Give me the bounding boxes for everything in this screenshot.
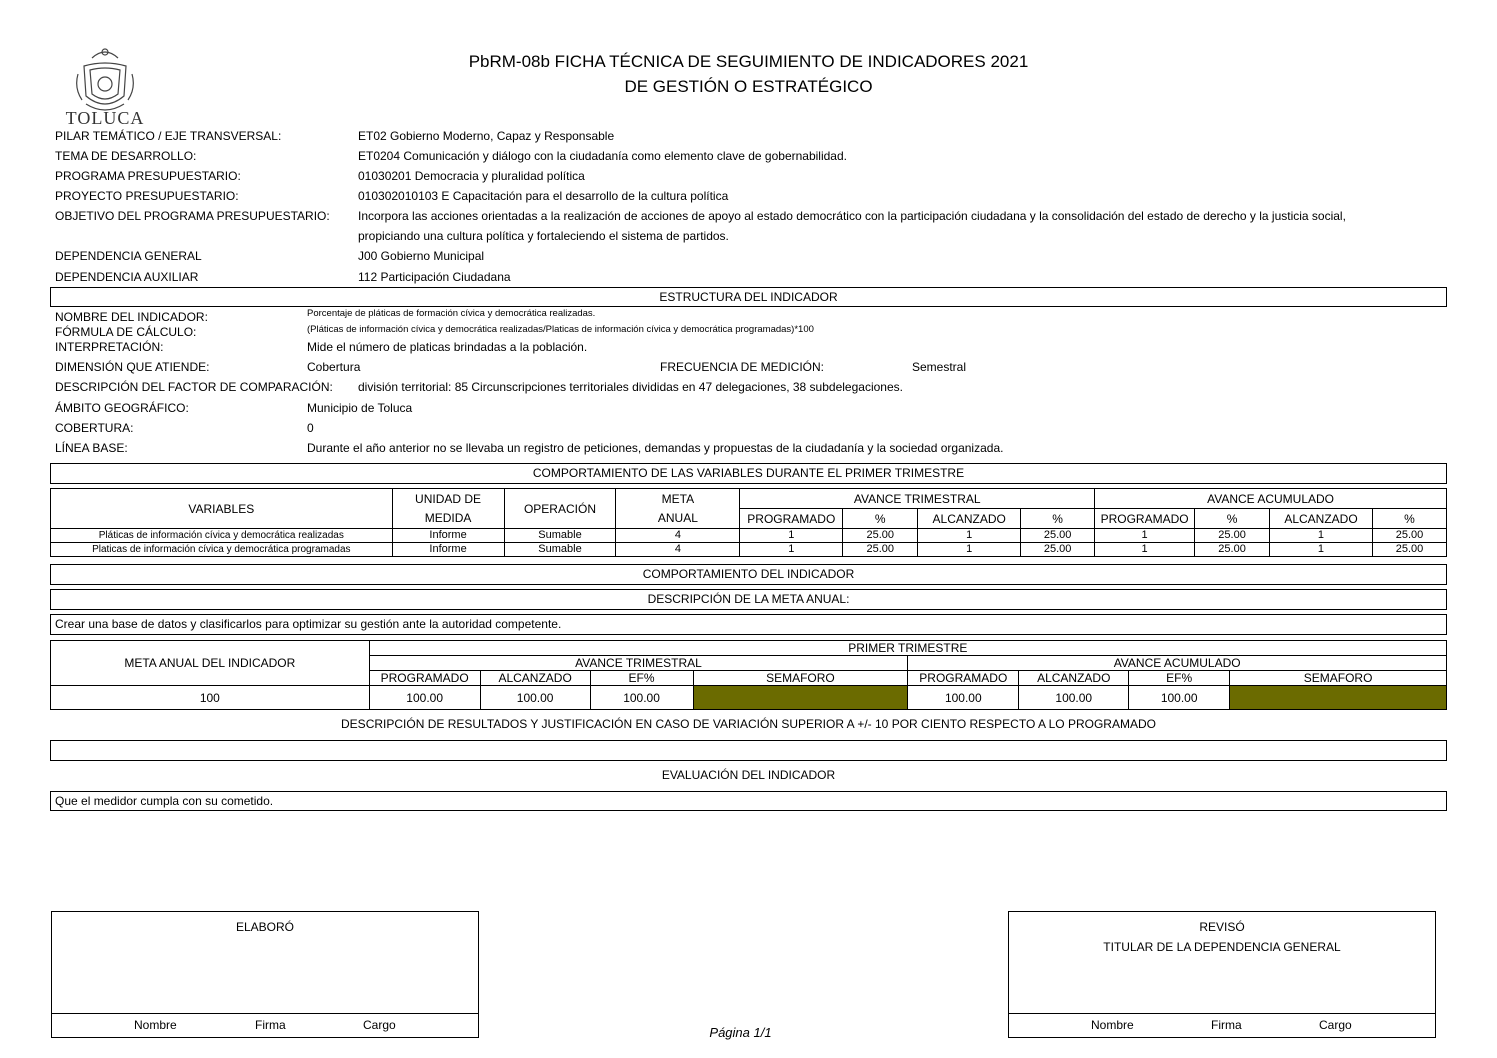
var-t-alc-pct: 25.00 xyxy=(1021,529,1095,543)
elaboro-firma: Firma xyxy=(255,1018,286,1032)
table-row xyxy=(51,686,1447,710)
meta-anual-heading: DESCRIPCIÓN DE LA META ANUAL: xyxy=(50,589,1447,610)
semaforo-trimestral-indicator xyxy=(693,686,908,710)
page-subtitle: DE GESTIÓN O ESTRATÉGICO xyxy=(624,77,873,96)
var-a-alc-pct: 25.00 xyxy=(1372,529,1446,543)
var-a-prog: 1 xyxy=(1095,543,1195,557)
pilar-value: ET02 Gobierno Moderno, Capaz y Responsable xyxy=(358,129,615,143)
h-acum-alc-pct: % xyxy=(1372,509,1446,529)
h-trim-prog-pct: % xyxy=(843,509,918,529)
pilar-label: PILAR TEMÁTICO / EJE TRANSVERSAL: xyxy=(55,129,282,143)
meta-table xyxy=(50,640,1447,710)
frecuencia-label: FRECUENCIA DE MEDICIÓN: xyxy=(660,360,825,374)
meta-anual-text: Crear una base de datos y clasificarlos para optimizar su gestión ante la autoridad competente. xyxy=(50,614,1447,635)
elaboro-label: ELABORÓ xyxy=(235,920,295,934)
h-variables: VARIABLES xyxy=(51,489,393,529)
h-meta-anual-indicador: META ANUAL DEL INDICADOR xyxy=(51,641,370,686)
elaboro-cargo: Cargo xyxy=(363,1018,396,1032)
reviso-nombre: Nombre xyxy=(1091,1018,1134,1032)
h-operacion: OPERACIÓN xyxy=(504,489,616,529)
mt-t-prog: 100.00 xyxy=(369,686,480,710)
dimension-value: Cobertura xyxy=(307,360,361,374)
nombre-value: Porcentaje de pláticas de formación cívica y democrática realizadas. xyxy=(307,308,596,319)
table-row xyxy=(51,543,1447,557)
h-mt-a-programado: PROGRAMADO xyxy=(908,671,1019,686)
reviso-cargo: Cargo xyxy=(1319,1018,1352,1032)
var-t-alc: 1 xyxy=(918,529,1021,543)
h-meta-1: META xyxy=(616,489,740,509)
proyecto-label: PROYECTO PRESUPUESTARIO: xyxy=(55,189,239,203)
h-primer-trimestre: PRIMER TRIMESTRE xyxy=(369,641,1446,656)
programa-value: 01030201 Democracia y pluralidad política xyxy=(358,169,585,183)
var-operacion: Sumable xyxy=(504,543,616,557)
h-unidad-1: UNIDAD DE xyxy=(392,489,504,509)
page-title: PbRM-08b FICHA TÉCNICA DE SEGUIMIENTO DE INDICADORES 2021 xyxy=(468,52,1029,71)
var-name: Platicas de información cívica y democrática programadas xyxy=(51,543,393,557)
proyecto-value: 010302010103 E Capacitación para el desarrollo de la cultura política xyxy=(358,189,729,203)
reviso-box xyxy=(1008,911,1436,1038)
programa-label: PROGRAMA PRESUPUESTARIO: xyxy=(55,169,241,183)
h-avance-trimestral: AVANCE TRIMESTRAL xyxy=(740,489,1095,509)
tema-label: TEMA DE DESARROLLO: xyxy=(55,149,197,163)
logo-text: TOLUCA xyxy=(65,108,145,128)
elaboro-divider xyxy=(52,1013,478,1014)
dep-aux-label: DEPENDENCIA AUXILIAR xyxy=(55,270,199,284)
reviso-sublabel: TITULAR DE LA DEPENDENCIA GENERAL xyxy=(1103,940,1341,954)
dep-general-value: J00 Gobierno Municipal xyxy=(358,249,485,263)
var-a-alc-pct: 25.00 xyxy=(1372,543,1446,557)
h-unidad-2: MEDIDA xyxy=(392,509,504,529)
h-acum-prog-pct: % xyxy=(1195,509,1270,529)
variables-table xyxy=(50,488,1447,557)
var-unidad: Informe xyxy=(392,529,504,543)
mt-t-alc: 100.00 xyxy=(480,686,590,710)
reviso-divider xyxy=(1009,1013,1435,1014)
var-t-alc: 1 xyxy=(918,543,1021,557)
factor-value: división territorial: 85 Circunscripciones territoriales divididas en 47 delegaciones, 38 subdelegaciones. xyxy=(358,380,903,394)
h-mt-t-ef: EF% xyxy=(590,671,693,686)
dep-aux-value: 112 Participación Ciudadana xyxy=(358,270,511,284)
comportamiento-heading: COMPORTAMIENTO DEL INDICADOR xyxy=(50,564,1447,585)
var-a-prog-pct: 25.00 xyxy=(1195,529,1270,543)
h-acum-programado: PROGRAMADO xyxy=(1095,509,1195,529)
h-mt-t-semaforo: SEMAFORO xyxy=(693,671,908,686)
elaboro-box xyxy=(51,911,479,1038)
h-mt-t-alcanzado: ALCANZADO xyxy=(480,671,590,686)
var-unidad: Informe xyxy=(392,543,504,557)
reviso-label: REVISÓ xyxy=(1199,920,1245,934)
h-mt-a-ef: EF% xyxy=(1129,671,1230,686)
h-mt-a-alcanzado: ALCANZADO xyxy=(1019,671,1129,686)
h-acum-alcanzado: ALCANZADO xyxy=(1270,509,1373,529)
var-operacion: Sumable xyxy=(504,529,616,543)
var-a-alc: 1 xyxy=(1270,529,1373,543)
var-t-prog-pct: 25.00 xyxy=(843,529,918,543)
mt-a-prog: 100.00 xyxy=(908,686,1019,710)
formula-label: FÓRMULA DE CÁLCULO: xyxy=(55,325,197,339)
mt-t-ef: 100.00 xyxy=(590,686,693,710)
h-avance-acumulado: AVANCE ACUMULADO xyxy=(1095,489,1447,509)
page-number: Página 1/1 xyxy=(709,1025,772,1040)
ambito-label: ÁMBITO GEOGRÁFICO: xyxy=(55,401,189,415)
h-mt-avance-trimestral: AVANCE TRIMESTRAL xyxy=(369,656,908,671)
h-mt-avance-acumulado: AVANCE ACUMULADO xyxy=(908,656,1447,671)
linea-base-label: LÍNEA BASE: xyxy=(55,441,128,455)
resultados-heading: DESCRIPCIÓN DE RESULTADOS Y JUSTIFICACIÓN EN CASO DE VARIACIÓN SUPERIOR A +/- 10 POR CIENTO RESPECTO A LO PROGRAMADO xyxy=(341,717,1156,731)
mt-a-alc: 100.00 xyxy=(1019,686,1129,710)
formula-value: (Pláticas de información cívica y democrática realizadas/Platicas de información cívica y democrática programadas)*100 xyxy=(307,324,814,335)
mt-meta: 100 xyxy=(51,686,370,710)
reviso-firma: Firma xyxy=(1211,1018,1242,1032)
tema-value: ET0204 Comunicación y diálogo con la ciudadanía como elemento clave de gobernabilidad. xyxy=(358,149,847,163)
var-a-prog: 1 xyxy=(1095,529,1195,543)
resultados-box xyxy=(50,740,1447,761)
interp-value: Mide el número de platicas brindadas a la población. xyxy=(307,340,588,354)
cobertura-label: COBERTURA: xyxy=(55,421,134,435)
var-t-alc-pct: 25.00 xyxy=(1021,543,1095,557)
variables-heading: COMPORTAMIENTO DE LAS VARIABLES DURANTE EL PRIMER TRIMESTRE xyxy=(50,463,1447,484)
factor-label: DESCRIPCIÓN DEL FACTOR DE COMPARACIÓN: xyxy=(55,380,333,394)
dimension-label: DIMENSIÓN QUE ATIENDE: xyxy=(55,360,210,374)
mt-a-ef: 100.00 xyxy=(1129,686,1230,710)
objetivo-label: OBJETIVO DEL PROGRAMA PRESUPUESTARIO: xyxy=(55,209,330,223)
ambito-value: Municipio de Toluca xyxy=(307,401,413,415)
var-a-prog-pct: 25.00 xyxy=(1195,543,1270,557)
var-a-alc: 1 xyxy=(1270,543,1373,557)
dep-general-label: DEPENDENCIA GENERAL xyxy=(55,249,202,263)
h-mt-t-programado: PROGRAMADO xyxy=(369,671,480,686)
var-t-prog: 1 xyxy=(740,529,843,543)
evaluacion-text: Que el medidor cumpla con su cometido. xyxy=(50,791,1447,811)
evaluacion-heading: EVALUACIÓN DEL INDICADOR xyxy=(661,768,836,782)
interp-label: INTERPRETACIÓN: xyxy=(55,340,164,354)
cobertura-value: 0 xyxy=(307,421,314,435)
linea-base-value: Durante el año anterior no se llevaba un registro de peticiones, demandas y propuestas de la ciudadanía y la sociedad organizada. xyxy=(307,441,1004,455)
h-mt-a-semaforo: SEMAFORO xyxy=(1230,671,1447,686)
estructura-heading: ESTRUCTURA DEL INDICADOR xyxy=(50,287,1447,307)
h-trim-alc-pct: % xyxy=(1021,509,1095,529)
objetivo-value-line1: Incorpora las acciones orientadas a la realización de acciones de apoyo al estado democrático con la participación ciudadana y la consolidación del estado de derecho y la justicia social, xyxy=(358,209,1346,223)
nombre-label: NOMBRE DEL INDICADOR: xyxy=(55,310,208,324)
frecuencia-value: Semestral xyxy=(912,360,967,374)
elaboro-nombre: Nombre xyxy=(134,1018,177,1032)
var-t-prog: 1 xyxy=(740,543,843,557)
h-trim-programado: PROGRAMADO xyxy=(740,509,843,529)
objetivo-value-line2: propiciando una cultura política y fortaleciendo el sistema de partidos. xyxy=(358,229,729,243)
table-row xyxy=(51,529,1447,543)
var-t-prog-pct: 25.00 xyxy=(843,543,918,557)
h-meta-2: ANUAL xyxy=(616,509,740,529)
var-name: Pláticas de información cívica y democrática realizadas xyxy=(51,529,393,543)
semaforo-acumulado-indicator xyxy=(1230,686,1447,710)
var-meta: 4 xyxy=(616,543,740,557)
var-meta: 4 xyxy=(616,529,740,543)
h-trim-alcanzado: ALCANZADO xyxy=(918,509,1021,529)
